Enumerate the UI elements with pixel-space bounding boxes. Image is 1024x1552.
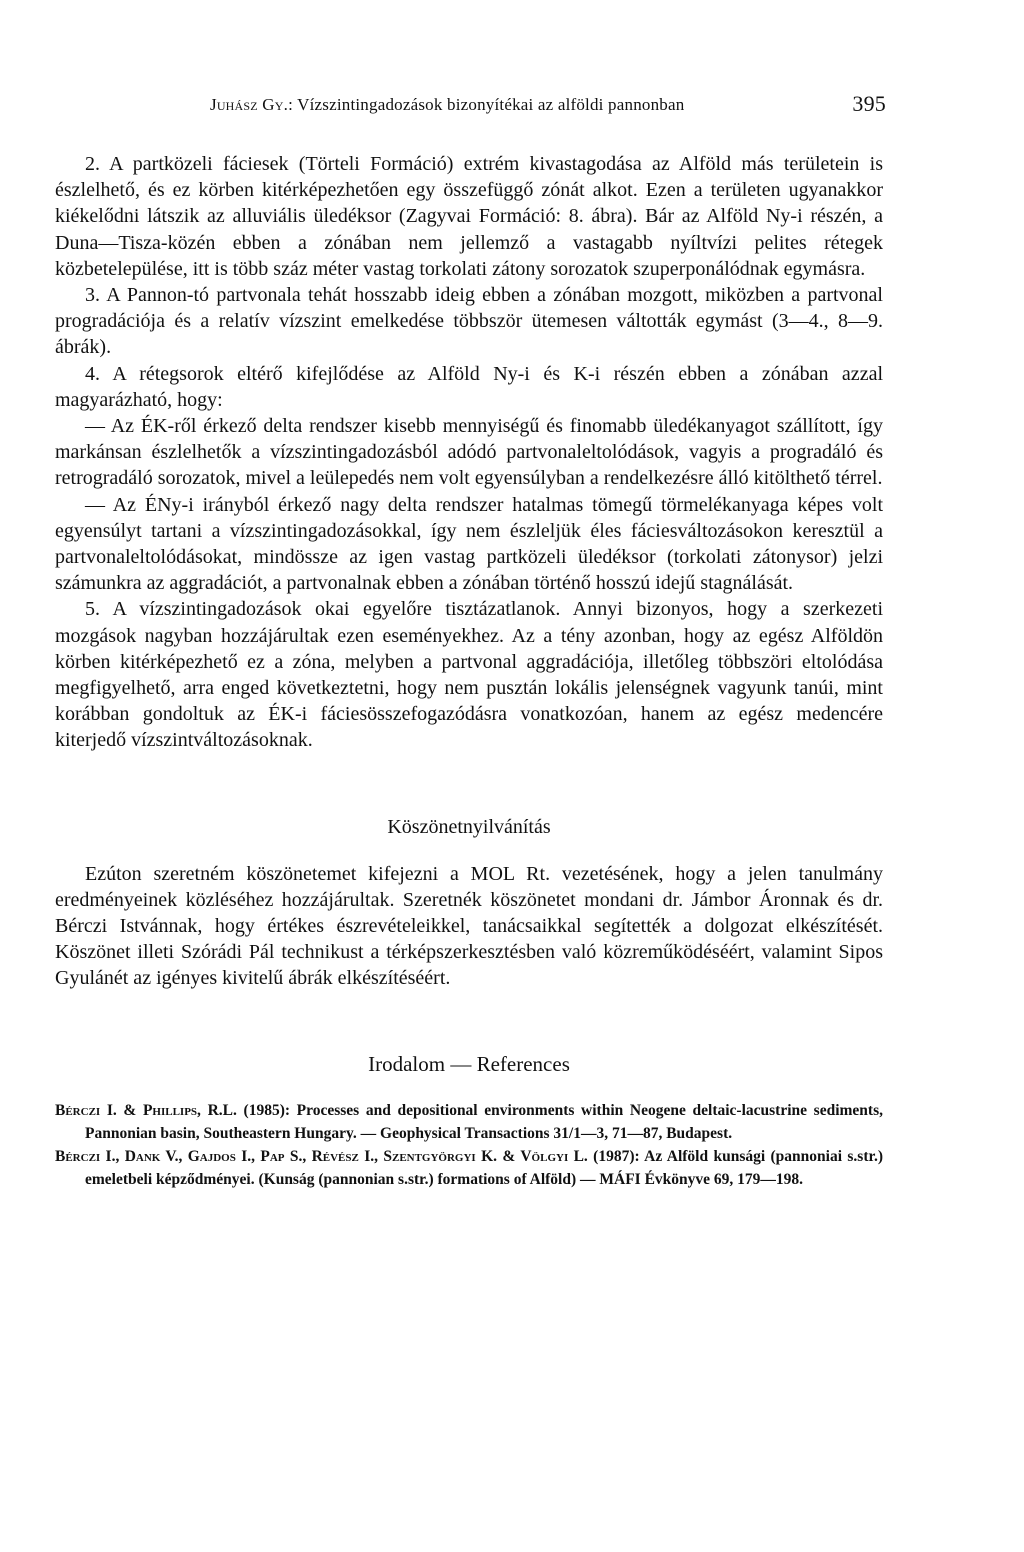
paragraph-5: 5. A vízszintingadozások okai egyelőre tisztázatlanok. Annyi bizonyos, hogy a szerkezeti mozgások nagyban hozzájárultak ezen eseményekhez. Az a tény azonban, hogy az egész Alföldön körben kitérképezhető ez a zóna, melyben a partvonal aggradációja, illetőleg többszöri eltolódása megfigyelhető, arra enged következtetni, hogy nem pusztán lokális jelenségnek vagyunk tanúi, mint korábban gondoltuk az ÉK-i fáciesösszefogazódásra vonatkozóan, hanem az egész medencére kiterjedő vízszintváltozásoknak. — [55, 598, 883, 752]
document-page — [55, 91, 886, 1191]
paragraph-4: 4. A rétegsorok eltérő kifejlődése az Alföld Ny-i és K-i részén ebben a zónában azzal magyarázható, hogy: — [55, 362, 883, 411]
references-heading: Irodalom — References — [368, 1051, 570, 1076]
running-head — [55, 91, 886, 121]
reference-item — [55, 1099, 883, 1145]
reference-details: (1985): Processes and depositional environments within Neogene deltaic-lacustrine sediments, Pannonian basin, Southeastern Hungary. — Geophysical Transactions 31/1—3, 71—87, Budapest. — [85, 1101, 883, 1142]
acknowledgement-section — [55, 861, 883, 992]
acknowledgement-text: Ezúton szeretném köszönetemet kifejezni a MOL Rt. vezetésének, hogy a jelen tanulmány eredményeinek közléséhez hozzájárultak. Szeretnék köszönetet mondani dr. Jámbor Áronnak és dr. Bérczi Istvánnak, hogy értékes észrevételeikkel, tanácsaikkal segítették a dolgozat elkészítését. Köszönet illeti Szórádi Pál technikust a térképszerkesztésben való közreműködéséért, valamint Sipos Gyulánét az igényes kivitelű ábrák elkészítéséért. — [55, 862, 883, 990]
paragraph-2: 2. A partközeli fáciesek (Törteli Formáció) extrém kivastagodása az Alföld más területein is észlelhető, és ez körben kitérképezhetően egy összefüggő zónát alkot. Ezen a területen ugyanakkor kiékelődni látszik az alluviális üledéksor (Zagyvai Formáció: 8. ábra). Bár az Alföld Ny-i részén, a Duna—Tisza-közén ebben a zónában nem jellemző a vastagabb nyíltvízi pelites rétegek közbetelepülése, itt is több száz méter vastag torkolati zátony sorozatok szuperponálódnak egymásra. — [55, 153, 883, 280]
reference-authors: Bérczi I., Dank V., Gajdos I., Pap S., Révész I., Szentgyörgyi K. & Völgyi L. — [55, 1147, 588, 1165]
paragraph-4-dash-2: — Az ÉNy-i irányból érkező nagy delta rendszer hatalmas tömegű törmelékanyaga képes volt egyensúlyt tartani a vízszintingadozásokkal, így nem észleljük éles fáciesváltozásokon keresztül a partvonaleltolódásokat, mindössze az igen vastag partközeli üledéksor (torkolati zátonysor) jelzi számunkra az aggradációt, a partvonalnak ebben a zónában történő hosszú idejű stagnálását. — [55, 493, 883, 595]
running-title — [210, 95, 684, 115]
acknowledgement-heading: Köszönetnyilvánítás — [387, 815, 551, 838]
main-text — [55, 151, 883, 754]
reference-authors: Bérczi I. & Phillips, R.L. — [55, 1101, 237, 1119]
reference-item — [55, 1145, 883, 1191]
reference-details: (1987): Az Alföld kunsági (pannoniai s.str.) emeletbeli képződményei. (Kunság (pannonian s.str.) formations of Alföld) — MÁFI Évkönyve 69, 179—198. — [85, 1147, 883, 1188]
page-number: 395 — [852, 91, 886, 116]
running-title-text: : Vízszintingadozások bizonyítékai az alföldi pannonban — [288, 95, 685, 114]
paragraph-3: 3. A Pannon-tó partvonala tehát hosszabb ideig ebben a zónában mozgott, miközben a partvonal progradációja és a relatív vízszint emelkedése többször ütemesen váltották egymást (3—4., 8—9. ábrák). — [55, 284, 883, 359]
running-author: Juhász Gy. — [210, 95, 289, 114]
paragraph-4-dash-1: — Az ÉK-ről érkező delta rendszer kisebb mennyiségű és finomabb üledékanyagot szállított, így markánsan észlelhetők a vízszintingadozásból adódó partvonaleltolódások, vagyis a progradáló és retrogradáló sorozatok, mivel a leülepedés nem volt egyensúlyban a rendelkezésre álló kitölthető térrel. — [55, 415, 883, 490]
references-list — [55, 1099, 883, 1191]
